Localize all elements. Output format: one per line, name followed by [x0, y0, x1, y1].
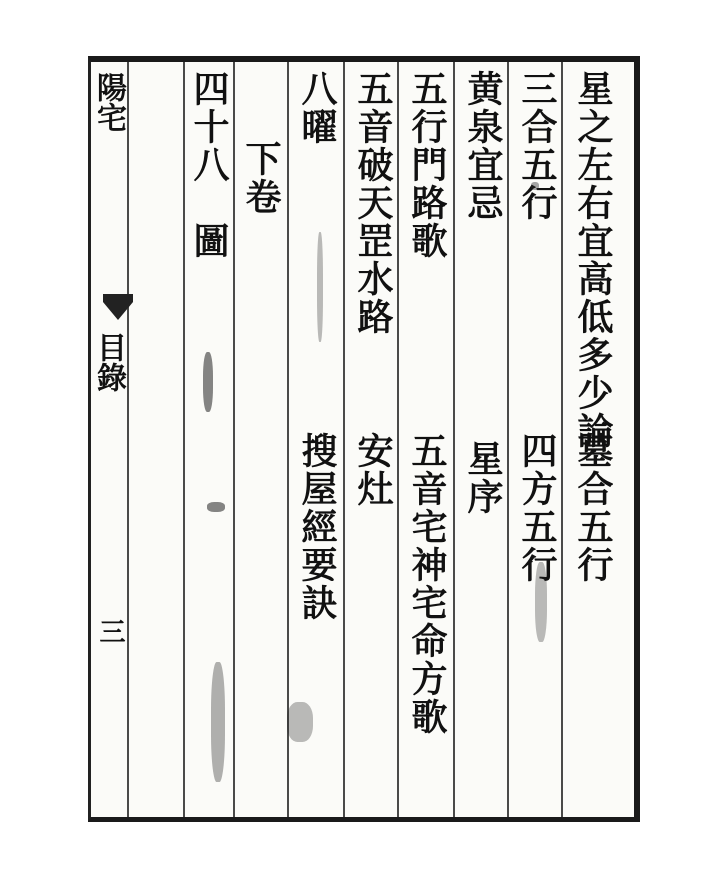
- column-rule: [343, 62, 345, 817]
- toc-entry: 八曜: [296, 70, 338, 146]
- paper-stain: [317, 232, 323, 342]
- toc-entry: 五音宅神宅命方歌: [406, 432, 448, 736]
- column-rule: [507, 62, 509, 817]
- toc-entry: 墓合五行: [572, 432, 614, 584]
- toc-entry: 五行門路歌: [406, 70, 448, 260]
- column-rule: [127, 62, 129, 817]
- toc-entry: 安灶: [352, 432, 394, 508]
- column-rule: [287, 62, 289, 817]
- toc-entry: 四方五行: [516, 432, 558, 584]
- paper-stain: [531, 182, 539, 190]
- volume-heading: 下卷: [240, 140, 282, 216]
- paper-stain: [207, 502, 225, 512]
- toc-entry: 星之左右宜高低多少論: [572, 70, 614, 450]
- column-rule: [453, 62, 455, 817]
- paper-stain: [211, 662, 225, 782]
- toc-entry: 三合五行: [516, 70, 558, 222]
- paper-stain: [203, 352, 213, 412]
- fold-section: 目錄: [91, 332, 126, 392]
- toc-entry: 搜屋經要訣: [296, 432, 338, 622]
- book-page: [88, 56, 640, 822]
- column-rule: [397, 62, 399, 817]
- column-rule: [233, 62, 235, 817]
- toc-entry: 五音破天罡水路: [352, 70, 394, 336]
- fold-page-number: 三: [95, 618, 125, 644]
- toc-entry: 星序: [462, 440, 504, 516]
- fold-title: 陽宅: [91, 72, 126, 132]
- fishtail-mark-icon: [103, 294, 133, 320]
- paper-stain: [287, 702, 313, 742]
- column-rule: [183, 62, 185, 817]
- toc-entry: 四十八 圖: [188, 70, 230, 260]
- toc-entry: 黄泉宜忌: [462, 70, 504, 222]
- paper-stain: [535, 562, 547, 642]
- column-rule: [561, 62, 563, 817]
